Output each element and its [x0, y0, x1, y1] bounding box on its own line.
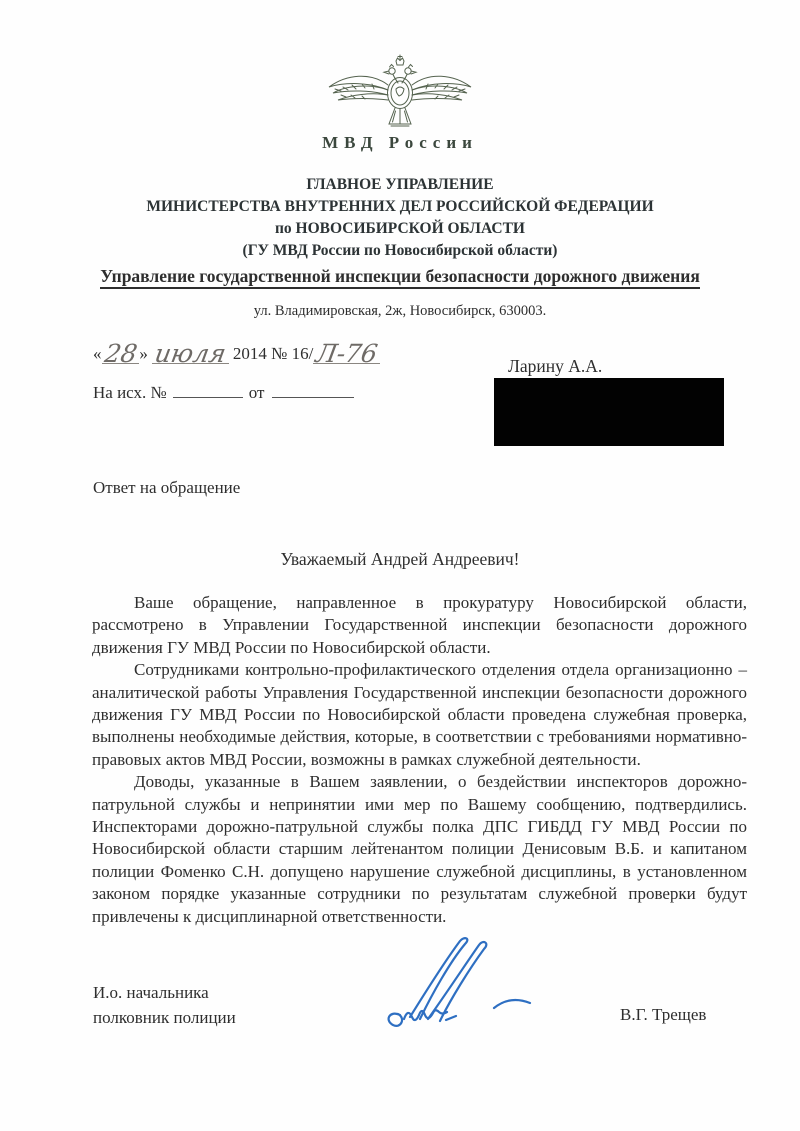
signer-role-line-2: полковник полиции [93, 1008, 236, 1027]
letter-body [92, 592, 747, 928]
signer-name: В.Г. Трещев [620, 1005, 707, 1024]
paragraph-1: Ваше обращение, направленное в прокуратуру Новосибирской области, рассмотрено в Управлении Государственной инспекции безопасности дорожного движения ГУ МВД России по Новосибирской области. [92, 593, 747, 657]
handwritten-index: Л-76 [313, 339, 381, 368]
signer-role-line-1: И.о. начальника [93, 983, 209, 1002]
org-line-2: МИНИСТЕРСТВА ВНУТРЕННИХ ДЕЛ РОССИЙСКОЙ ФЕДЕРАЦИИ [146, 198, 654, 215]
greeting-line: Уважаемый Андрей Андреевич! [280, 549, 520, 569]
org-line-1: ГЛАВНОЕ УПРАВЛЕНИЕ [306, 176, 494, 193]
year-and-number: 2014 № 16/ [232, 344, 314, 363]
outgoing-date-line [93, 339, 381, 368]
signature-ink-icon [348, 912, 543, 1030]
on-outgoing-label: На исх. № [93, 383, 167, 402]
quote-open: « [93, 344, 102, 363]
letterhead-emblem [0, 52, 800, 137]
org-line-3: по НОВОСИБИРСКОЙ ОБЛАСТИ [275, 220, 525, 237]
handwritten-month: июля [152, 339, 229, 368]
incoming-reference-line [93, 382, 354, 403]
emblem-caption: МВД России [322, 133, 478, 152]
recipient-name: Ларину А.А. [508, 356, 603, 376]
mvd-coat-of-arms-icon [325, 52, 475, 132]
paragraph-2: Сотрудниками контрольно-профилактического отделения отдела организационно – аналитической работы Управления Государственной инспекции безопасности дорожного движения ГУ МВД России по Новосибирской области проведена служебная проверка, выполнены необходимые действия, которые, в соответствии с требованиями нормативно-правовых актов МВД России, возможны в рамках служебной деятельности. [92, 660, 747, 769]
subject-line: Ответ на обращение [93, 478, 241, 497]
handwritten-signature [348, 912, 543, 1035]
blank-date-line [272, 382, 354, 398]
quote-close: » [139, 344, 148, 363]
organization-name-block [0, 174, 800, 262]
handwritten-day: 28 [102, 339, 139, 368]
org-line-4: (ГУ МВД России по Новосибирской области) [242, 242, 558, 259]
redaction-box [494, 378, 724, 446]
department-title: Управление государственной инспекции безопасности дорожного движения [0, 266, 800, 287]
signer-role [93, 980, 236, 1030]
from-label: от [248, 383, 265, 402]
postal-address: ул. Владимировская, 2ж, Новосибирск, 630003. [253, 303, 547, 319]
paragraph-3: Доводы, указанные в Вашем заявлении, о бездействии инспекторов дорожно-патрульной службы и непринятии ими мер по Вашему сообщению, подтвердились. Инспекторами дорожно-патрульной службы полка ДПС ГИБДД ГУ МВД России по Новосибирской области старшим лейтенантом полиции Денисовым В.Б. и капитаном полиции Фоменко С.Н. допущено нарушение служебной дисциплины, в установленном законом порядке указанные сотрудники по результатам служебной проверки будут привлечены к дисциплинарной ответственности. [92, 772, 747, 926]
blank-number-line [173, 382, 243, 398]
